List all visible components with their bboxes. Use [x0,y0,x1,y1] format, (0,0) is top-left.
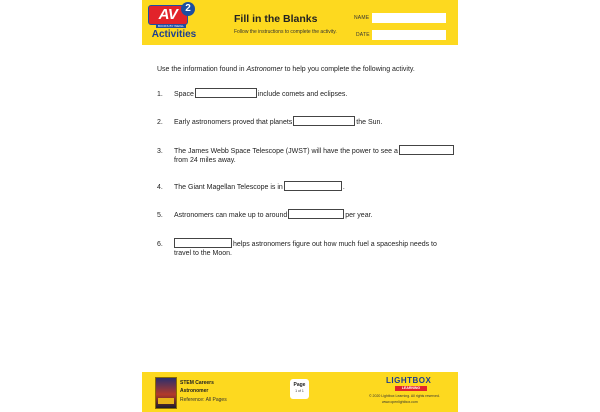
answer-blank[interactable] [293,116,355,126]
page-subtitle: Follow the instructions to complete the activity. [234,29,337,35]
answer-blank[interactable] [284,181,342,191]
question-text-before: The James Webb Space Telescope (JWST) will have the power to see a [174,148,398,155]
question-text-line2: from 24 miles away. [174,157,236,164]
question-text-after: the Sun. [356,119,383,126]
answer-blank[interactable] [195,88,257,98]
question-text-after: helps astronomers figure out how much fuel a spaceship needs to [233,241,437,248]
worksheet-page [142,0,458,412]
question-text-after: per year. [345,212,373,219]
question-number: 2. [157,119,163,126]
page-label: Page [293,382,306,388]
answer-blank[interactable] [288,209,344,219]
series-name: STEM Careers [180,380,214,386]
av2-logo-number: 2 [181,2,195,16]
answer-blank[interactable] [399,145,454,155]
question-number: 4. [157,184,163,191]
book-title: Astronomer [180,388,209,394]
name-label: NAME [354,15,370,21]
instructions [157,66,447,73]
av2-logo-text: AV [148,5,188,25]
question-text-before: Early astronomers proved that planets [174,119,293,126]
instructions-book-title: Astronomer [246,66,283,73]
date-field[interactable] [372,30,446,40]
av2-logo-subtext: BOOKS BY WEIGL [156,24,186,28]
question-text-before: Astronomers can make up to around [174,212,288,219]
question-number: 1. [157,91,163,98]
worksheet-header [142,0,458,45]
reference: Reference: All Pages [180,397,227,403]
page-title: Fill in the Blanks [234,13,318,25]
lightbox-logo: LIGHTBOX [386,376,432,385]
copyright: © 2020 Lightbox Learning. All rights reserved. [369,394,440,398]
website-url: www.openlightbox.com [382,400,418,404]
question-text-before: The Giant Magellan Telescope is in [174,184,283,191]
question-number: 6. [157,241,163,248]
question-number: 3. [157,148,163,155]
question-text-before: Space [174,91,194,98]
section-label: Activities [151,29,197,40]
instructions-after: to help you complete the following activity. [282,66,415,73]
question-text-after: . [342,184,345,191]
book-cover-stripe [158,398,174,404]
question-number: 5. [157,212,163,219]
date-label: DATE [356,32,370,38]
instructions-before: Use the information found in [157,66,247,73]
answer-blank[interactable] [174,238,232,248]
page-indicator [290,379,309,399]
book-cover-image [155,377,177,409]
question-text-line2: travel to the Moon. [174,250,232,257]
av2-logo [148,5,192,27]
question-text-after: include comets and eclipses. [257,91,348,98]
name-field[interactable] [372,13,446,23]
page-number: 1 of 1 [295,389,304,393]
lightbox-logo-tag: LEARNING [395,386,427,391]
worksheet-footer [142,372,458,412]
